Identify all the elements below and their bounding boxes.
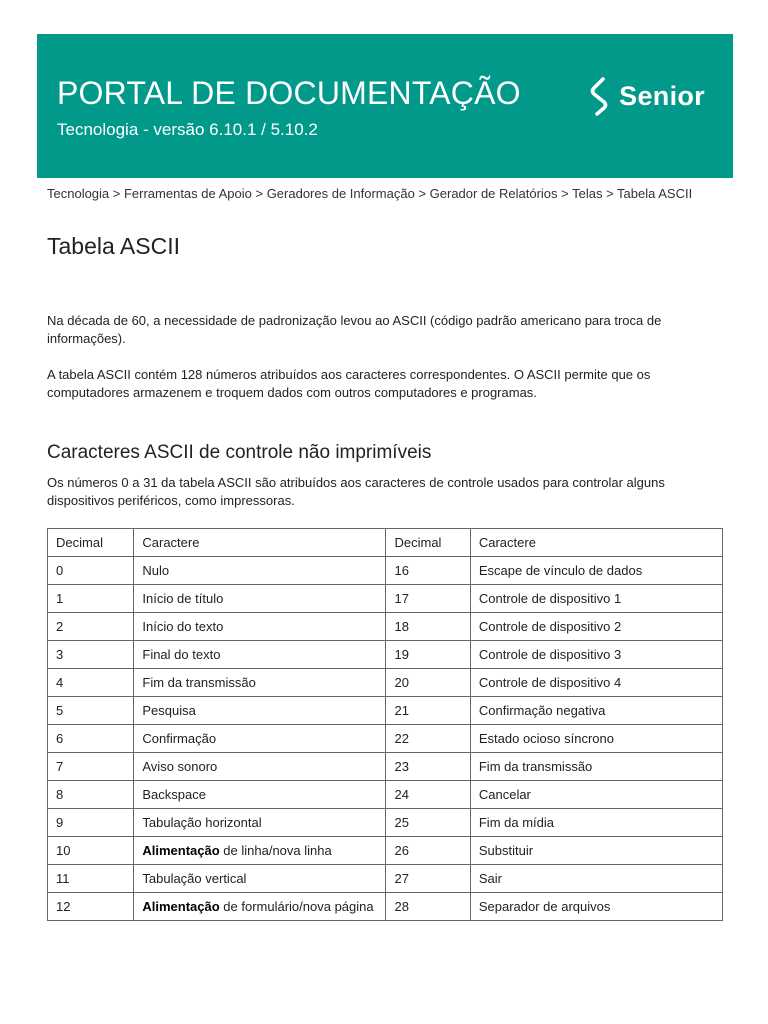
page-title: Tabela ASCII — [47, 233, 180, 259]
table-cell: Controle de dispositivo 3 — [470, 641, 722, 669]
table-cell: 25 — [386, 809, 470, 837]
table-cell: 0 — [48, 557, 134, 585]
table-cell: 4 — [48, 669, 134, 697]
table-cell: 6 — [48, 725, 134, 753]
table-body — [48, 557, 723, 921]
table-cell: Alimentação de linha/nova linha — [134, 837, 386, 865]
table-header-row — [48, 529, 723, 557]
table-cell: Controle de dispositivo 2 — [470, 613, 722, 641]
table-cell: Controle de dispositivo 4 — [470, 669, 722, 697]
table-row — [48, 753, 723, 781]
table-row — [48, 809, 723, 837]
table-cell: 19 — [386, 641, 470, 669]
table-row — [48, 865, 723, 893]
table-row — [48, 557, 723, 585]
table-cell: 23 — [386, 753, 470, 781]
intro-paragraph-1: Na década de 60, a necessidade de padronização levou ao ASCII (código padrão americano para troca de informações). — [47, 313, 662, 346]
table-cell: 10 — [48, 837, 134, 865]
header-decimal-1: Decimal — [48, 529, 134, 557]
table-cell: 21 — [386, 697, 470, 725]
senior-logo[interactable] — [587, 76, 705, 116]
header-caractere-2: Caractere — [470, 529, 722, 557]
table-cell: Fim da mídia — [470, 809, 722, 837]
table-cell: 7 — [48, 753, 134, 781]
table-cell: Fim da transmissão — [470, 753, 722, 781]
table-cell: 20 — [386, 669, 470, 697]
table-row — [48, 725, 723, 753]
table-cell: Final do texto — [134, 641, 386, 669]
table-cell: Alimentação de formulário/nova página — [134, 893, 386, 921]
table-row — [48, 697, 723, 725]
table-cell: 11 — [48, 865, 134, 893]
table-cell: Tabulação horizontal — [134, 809, 386, 837]
table-cell: Pesquisa — [134, 697, 386, 725]
ascii-control-table — [47, 528, 723, 921]
breadcrumb[interactable]: Tecnologia > Ferramentas de Apoio > Geradores de Informação > Gerador de Relatórios > Telas > Tabela ASCII — [47, 186, 693, 201]
table-cell: Escape de vínculo de dados — [470, 557, 722, 585]
table-row — [48, 641, 723, 669]
table-row — [48, 781, 723, 809]
portal-title: PORTAL DE DOCUMENTAÇÃO — [57, 75, 521, 111]
table-cell: 28 — [386, 893, 470, 921]
table-cell: 8 — [48, 781, 134, 809]
table-cell: 3 — [48, 641, 134, 669]
main-content — [47, 185, 727, 921]
table-row — [48, 669, 723, 697]
table-cell: Controle de dispositivo 1 — [470, 585, 722, 613]
section-title: Caracteres ASCII de controle não imprimíveis — [47, 442, 432, 463]
logo-wordmark: Senior — [619, 80, 705, 111]
table-cell: 27 — [386, 865, 470, 893]
header-banner — [37, 34, 733, 178]
table-row — [48, 893, 723, 921]
table-cell: 18 — [386, 613, 470, 641]
table-cell: 9 — [48, 809, 134, 837]
table-cell: Início do texto — [134, 613, 386, 641]
table-row — [48, 585, 723, 613]
header-caractere-1: Caractere — [134, 529, 386, 557]
intro-paragraph-2: A tabela ASCII contém 128 números atribuídos aos caracteres correspondentes. O ASCII permite que os computadores armazenem e troquem dados com outros computadores e programas. — [47, 367, 651, 400]
senior-logo-icon — [587, 76, 613, 116]
table-cell: Substituir — [470, 837, 722, 865]
table-row — [48, 613, 723, 641]
table-cell: 1 — [48, 585, 134, 613]
table-cell: Nulo — [134, 557, 386, 585]
table-cell: Confirmação — [134, 725, 386, 753]
table-cell: Fim da transmissão — [134, 669, 386, 697]
table-cell: Separador de arquivos — [470, 893, 722, 921]
table-cell: 26 — [386, 837, 470, 865]
table-cell: Sair — [470, 865, 722, 893]
highlighted-term: Alimentação — [142, 899, 220, 914]
table-cell: 22 — [386, 725, 470, 753]
table-cell: 5 — [48, 697, 134, 725]
highlighted-term: Alimentação — [142, 843, 220, 858]
table-cell: 12 — [48, 893, 134, 921]
table-cell: 2 — [48, 613, 134, 641]
table-cell: Tabulação vertical — [134, 865, 386, 893]
portal-version: Tecnologia - versão 6.10.1 / 5.10.2 — [57, 120, 318, 139]
section-intro: Os números 0 a 31 da tabela ASCII são atribuídos aos caracteres de controle usados para controlar alguns dispositivos periféricos, como impressoras. — [47, 475, 665, 508]
table-cell: Cancelar — [470, 781, 722, 809]
table-cell: 17 — [386, 585, 470, 613]
table-cell: Confirmação negativa — [470, 697, 722, 725]
header-decimal-2: Decimal — [386, 529, 470, 557]
table-cell: Aviso sonoro — [134, 753, 386, 781]
table-cell: 24 — [386, 781, 470, 809]
table-cell: Início de título — [134, 585, 386, 613]
table-cell: Estado ocioso síncrono — [470, 725, 722, 753]
table-cell: 16 — [386, 557, 470, 585]
table-cell: Backspace — [134, 781, 386, 809]
table-row — [48, 837, 723, 865]
